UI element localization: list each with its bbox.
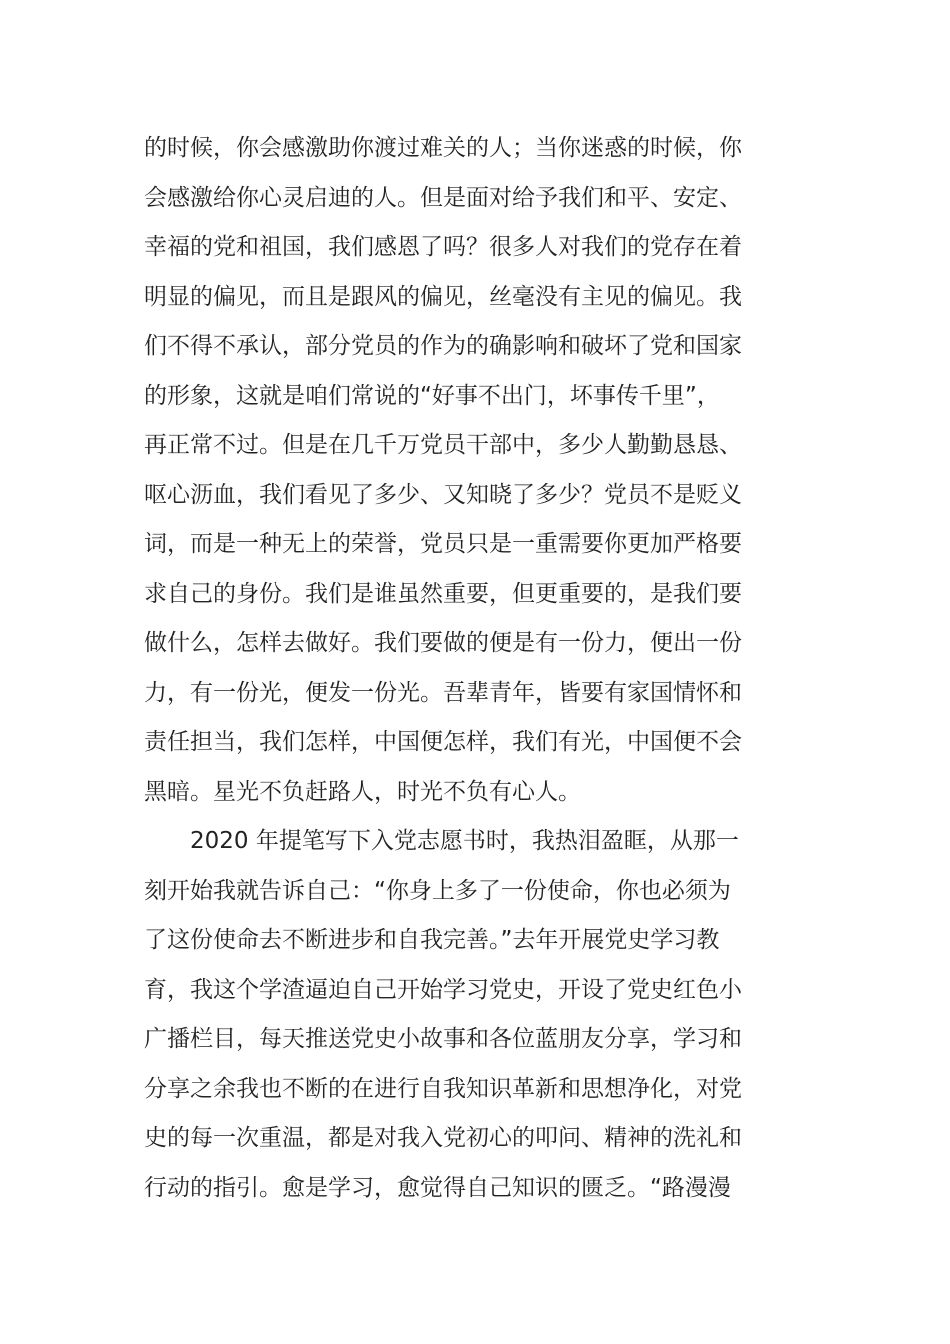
document-body — [144, 124, 794, 1213]
text-line: 力，有一份光，便发一份光。吾辈青年，皆要有家国情怀和 — [144, 679, 742, 706]
text-line: 行动的指引。愈是学习，愈觉得自己知识的匮乏。“路漫漫 — [144, 1174, 731, 1201]
text-line: 责任担当，我们怎样，中国便怎样，我们有光，中国便不会 — [144, 729, 742, 755]
text-line: 广播栏目，每天推送党史小故事和各位蓝朋友分享，学习和 — [144, 1026, 742, 1052]
text-line: 刻开始我就告诉自己：“你身上多了一份使命，你也必须为 — [144, 877, 731, 904]
text-line: 会感激给你心灵启迪的人。但是面对给予我们和平、安定、 — [144, 184, 742, 211]
text-line: 幸福的党和祖国，我们感恩了吗？很多人对我们的党存在着 — [144, 234, 742, 260]
text-line: 做什么，怎样去做好。我们要做的便是有一份力，便出一份 — [144, 630, 742, 656]
text-line: 呕心沥血，我们看见了多少、又知晓了多少？党员不是贬义 — [144, 481, 742, 508]
text-line: 的形象，这就是咱们常说的“好事不出门，坏事传千里”， — [144, 382, 720, 409]
text-line: 了这份使命去不断进步和自我完善。”去年开展党史学习教 — [144, 927, 720, 953]
text-line: 史的每一次重温，都是对我入党初心的叩问、精神的洗礼和 — [144, 1125, 742, 1151]
text-line: 2020 年提笔写下入党志愿书时，我热泪盈眶，从那一 — [144, 828, 739, 854]
text-line: 明显的偏见，而且是跟风的偏见，丝毫没有主见的偏见。我 — [144, 283, 742, 310]
text-line: 求自己的身份。我们是谁虽然重要，但更重要的，是我们要 — [144, 580, 742, 607]
text-line: 黑暗。星光不负赶路人，时光不负有心人。 — [144, 778, 581, 805]
text-line: 育，我这个学渣逼迫自己开始学习党史，开设了党史红色小 — [144, 976, 742, 1003]
text-line: 词，而是一种无上的荣誉，党员只是一重需要你更加严格要 — [144, 531, 742, 557]
text-line: 的时候，你会感激助你渡过难关的人；当你迷惑的时候，你 — [144, 135, 742, 161]
text-line: 再正常不过。但是在几千万党员干部中，多少人勤勤恳恳、 — [144, 432, 742, 458]
text-line: 们不得不承认，部分党员的作为的确影响和破坏了党和国家 — [144, 333, 742, 359]
text-line: 分享之余我也不断的在进行自我知识革新和思想净化，对党 — [144, 1075, 742, 1102]
